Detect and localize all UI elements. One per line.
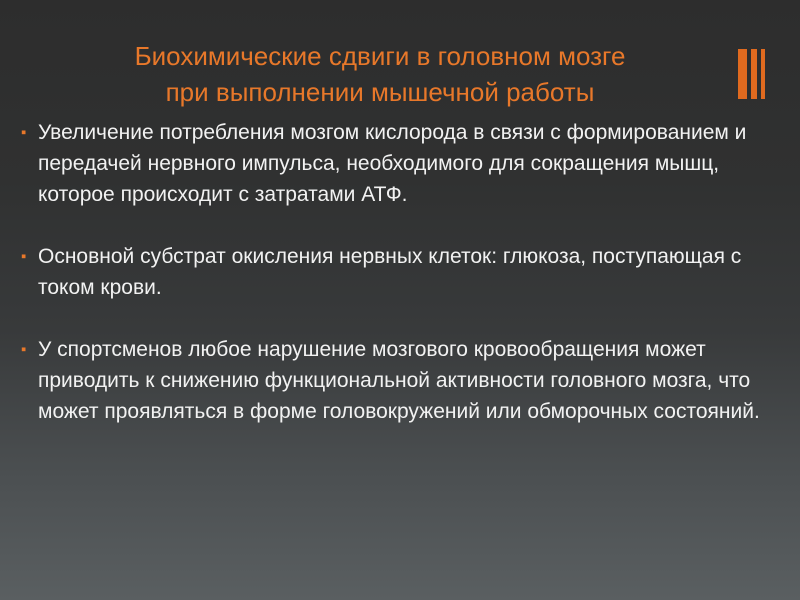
slide-title-line-2: при выполнении мышечной работы xyxy=(165,77,595,107)
slide-content xyxy=(16,117,786,458)
bullet-text: У спортсменов любое нарушение мозгового кровообращения может приводить к снижению функциональной активности головного мозга, что может проявляться в форме головокружений или обморочных состояний. xyxy=(38,338,760,423)
decorative-bar-3 xyxy=(761,49,765,99)
slide-title-line-1: Биохимические сдвиги в головном мозге xyxy=(134,41,626,71)
decorative-bar-2 xyxy=(751,49,757,99)
decorative-bar-1 xyxy=(738,49,747,99)
bullet-square-icon: ▪ xyxy=(21,248,27,265)
slide-title xyxy=(60,38,700,110)
bullet-square-icon: ▪ xyxy=(21,124,27,141)
bullet-item-1 xyxy=(16,117,786,210)
bullet-item-2 xyxy=(16,241,786,303)
bullet-text: Основной субстрат окисления нервных клеток: глюкоза, поступающая с током крови. xyxy=(38,245,742,299)
bullet-item-3 xyxy=(16,334,786,427)
bullet-text: Увеличение потребления мозгом кислорода в связи с формированием и передачей нервного импульса, необходимого для сокращения мышц, которое происходит с затратами АТФ. xyxy=(38,121,747,206)
bullet-square-icon: ▪ xyxy=(21,341,27,358)
